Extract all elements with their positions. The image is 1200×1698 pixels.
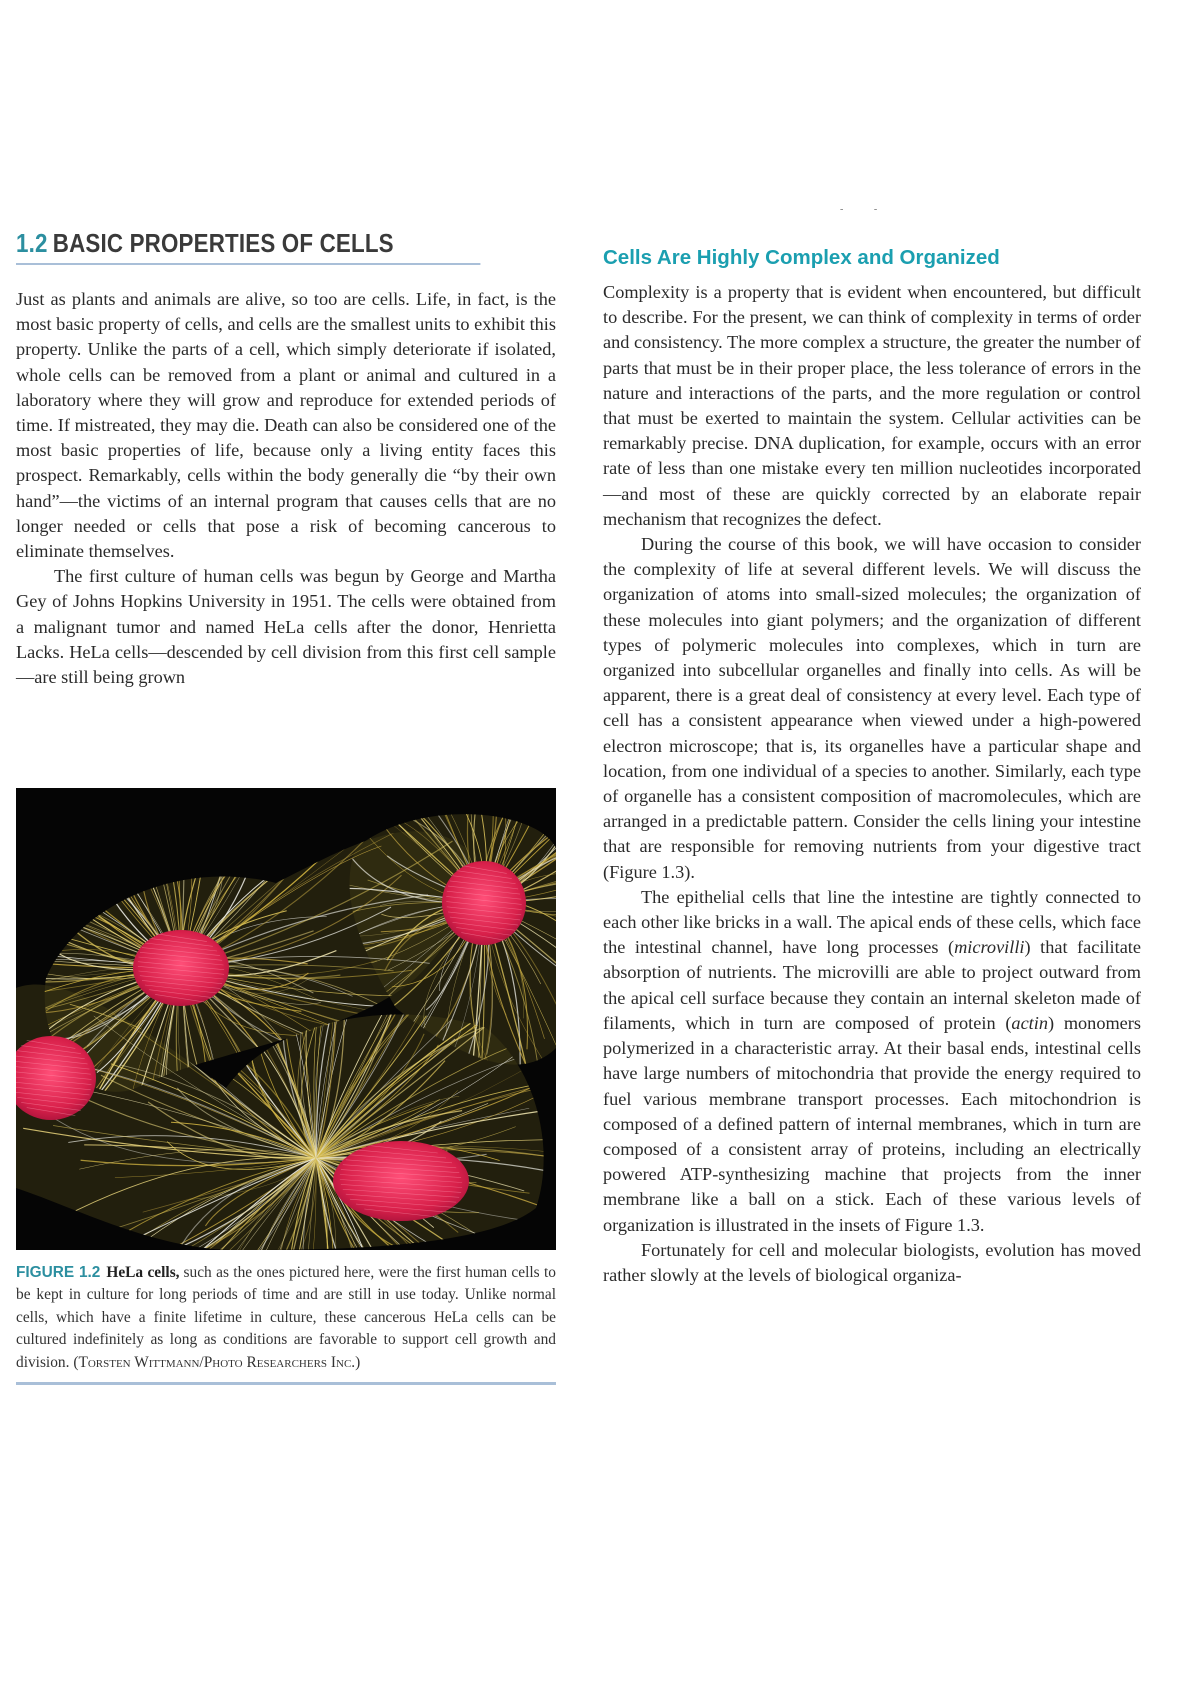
term-microvilli: microvilli — [954, 937, 1025, 958]
figure-credit: (Torsten Wittmann/Photo Researchers Inc.) — [73, 1353, 361, 1371]
body-paragraph-epithelial — [603, 885, 1141, 1238]
section-title: BASIC PROPERTIES OF CELLS — [52, 228, 394, 258]
figure-caption-text: such as the ones pictured here, were the first human cells to be kept in culture for long periods of time and are still in use today. Unlike normal cells, which have a finite lifetime in culture, these cancerous HeLa cells can be cultured indefinitely as long as conditions are favorable to support cell growth and division. — [16, 1264, 556, 1371]
text-run: ) monomers polymerized in a characteristic array. At their basal ends, intestinal cells have large numbers of mitochondria that provide the energy required to fuel various membrane transport processes. Each mitochondrion is composed of a defined pattern of internal membranes, which in turn are composed of a consistent array of proteins, including an electrically powered ATP-synthesizing machine that projects from the inner membrane like a ball on a stick. Each of these various levels of organization is illustrated in the insets of Figure 1.3. — [603, 1012, 1141, 1235]
body-paragraph: The first culture of human cells was begun by George and Martha Gey of Johns Hopkins University in 1951. The cells were obtained from a malignant tumor and named HeLa cells after the donor, Henrietta Lacks. HeLa cells—descended by cell division from this first cell sample—are still being grown — [16, 566, 556, 688]
figure-1-2 — [16, 788, 556, 1385]
text-run: ) that facilitate absorption of nutrients. The microvilli are able to project outward from the apical cell surface because they contain an internal skeleton made of filaments, which in turn are composed of protein ( — [603, 937, 1141, 1033]
figure-lead: HeLa cells, — [106, 1264, 180, 1281]
print-marks: - - — [840, 204, 892, 215]
figure-label: FIGURE 1.2 — [16, 1264, 101, 1281]
body-paragraph: Complexity is a property that is evident when encountered, but difficult to describe. For the present, we can think of complexity in terms of order and consistency. The more complex a structure, the greater the number of parts that must be in their proper place, the less tolerance of errors in the nature and interactions of the parts, and the more regulation or control that must be exerted to maintain the system. Cellular activities can be remarkably precise. DNA duplication, for example, occurs with an error rate of less than one mistake every ten million nucleotides incorporated—and most of these are quickly corrected by an elaborate repair mechanism that recognizes the defect. — [603, 282, 1141, 529]
right-column — [603, 246, 1141, 1288]
body-paragraph: Fortunately for cell and molecular biologists, evolution has moved rather slowly at the levels of biological organiza- — [603, 1239, 1141, 1285]
section-number: 1.2 — [16, 228, 48, 258]
text-run: The epithelial cells that line the intestine are tightly connected to each other like bricks in a wall. The apical ends of these cells, which face the intestinal channel, have long processes ( — [603, 886, 1141, 958]
left-column — [16, 228, 556, 690]
subsection-title: Cells Are Highly Complex and Organized — [603, 246, 1000, 269]
body-paragraph: Just as plants and animals are alive, so too are cells. Life, in fact, is the most basic property of cells, and cells are the smallest units to exhibit this property. Unlike the parts of a cell, which simply deteriorate if isolated, whole cells can be removed from a plant or animal and cultured in a laboratory where they will grow and reproduce for extended periods of time. If mistreated, they may die. Death can also be considered one of the most basic properties of life, because only a living entity faces this prospect. Remarkably, cells within the body generally die “by their own hand”—the victims of an internal program that causes cells that are no longer needed or cells that pose a risk of becoming cancerous to eliminate themselves. — [16, 289, 556, 562]
body-paragraph: During the course of this book, we will have occasion to consider the complexity of life at several different levels. We will discuss the organization of atoms into small-sized molecules; the organization of these molecules into giant polymers; and the organization of different types of polymeric molecules into complexes, which in turn are organized into subcellular organelles and finally into cells. As will be apparent, there is a great deal of consistency at every level. Each type of cell has a consistent appearance when viewed under a high-powered electron microscope; that is, its organelles have a particular shape and location, from one individual of a species to another. Similarly, each type of organelle has a consistent composition of macromolecules, which are arranged in a predictable pattern. Consider the cells lining your intestine that are responsible for removing nutrients from your digestive tract (Figure 1.3). — [603, 534, 1141, 882]
term-actin: actin — [1011, 1012, 1048, 1033]
nucleus — [133, 930, 229, 1006]
hela-cells-micrograph — [16, 788, 556, 1250]
section-heading — [16, 228, 480, 265]
figure-caption — [16, 1262, 556, 1385]
nucleus — [442, 861, 526, 945]
nucleus — [333, 1141, 469, 1221]
